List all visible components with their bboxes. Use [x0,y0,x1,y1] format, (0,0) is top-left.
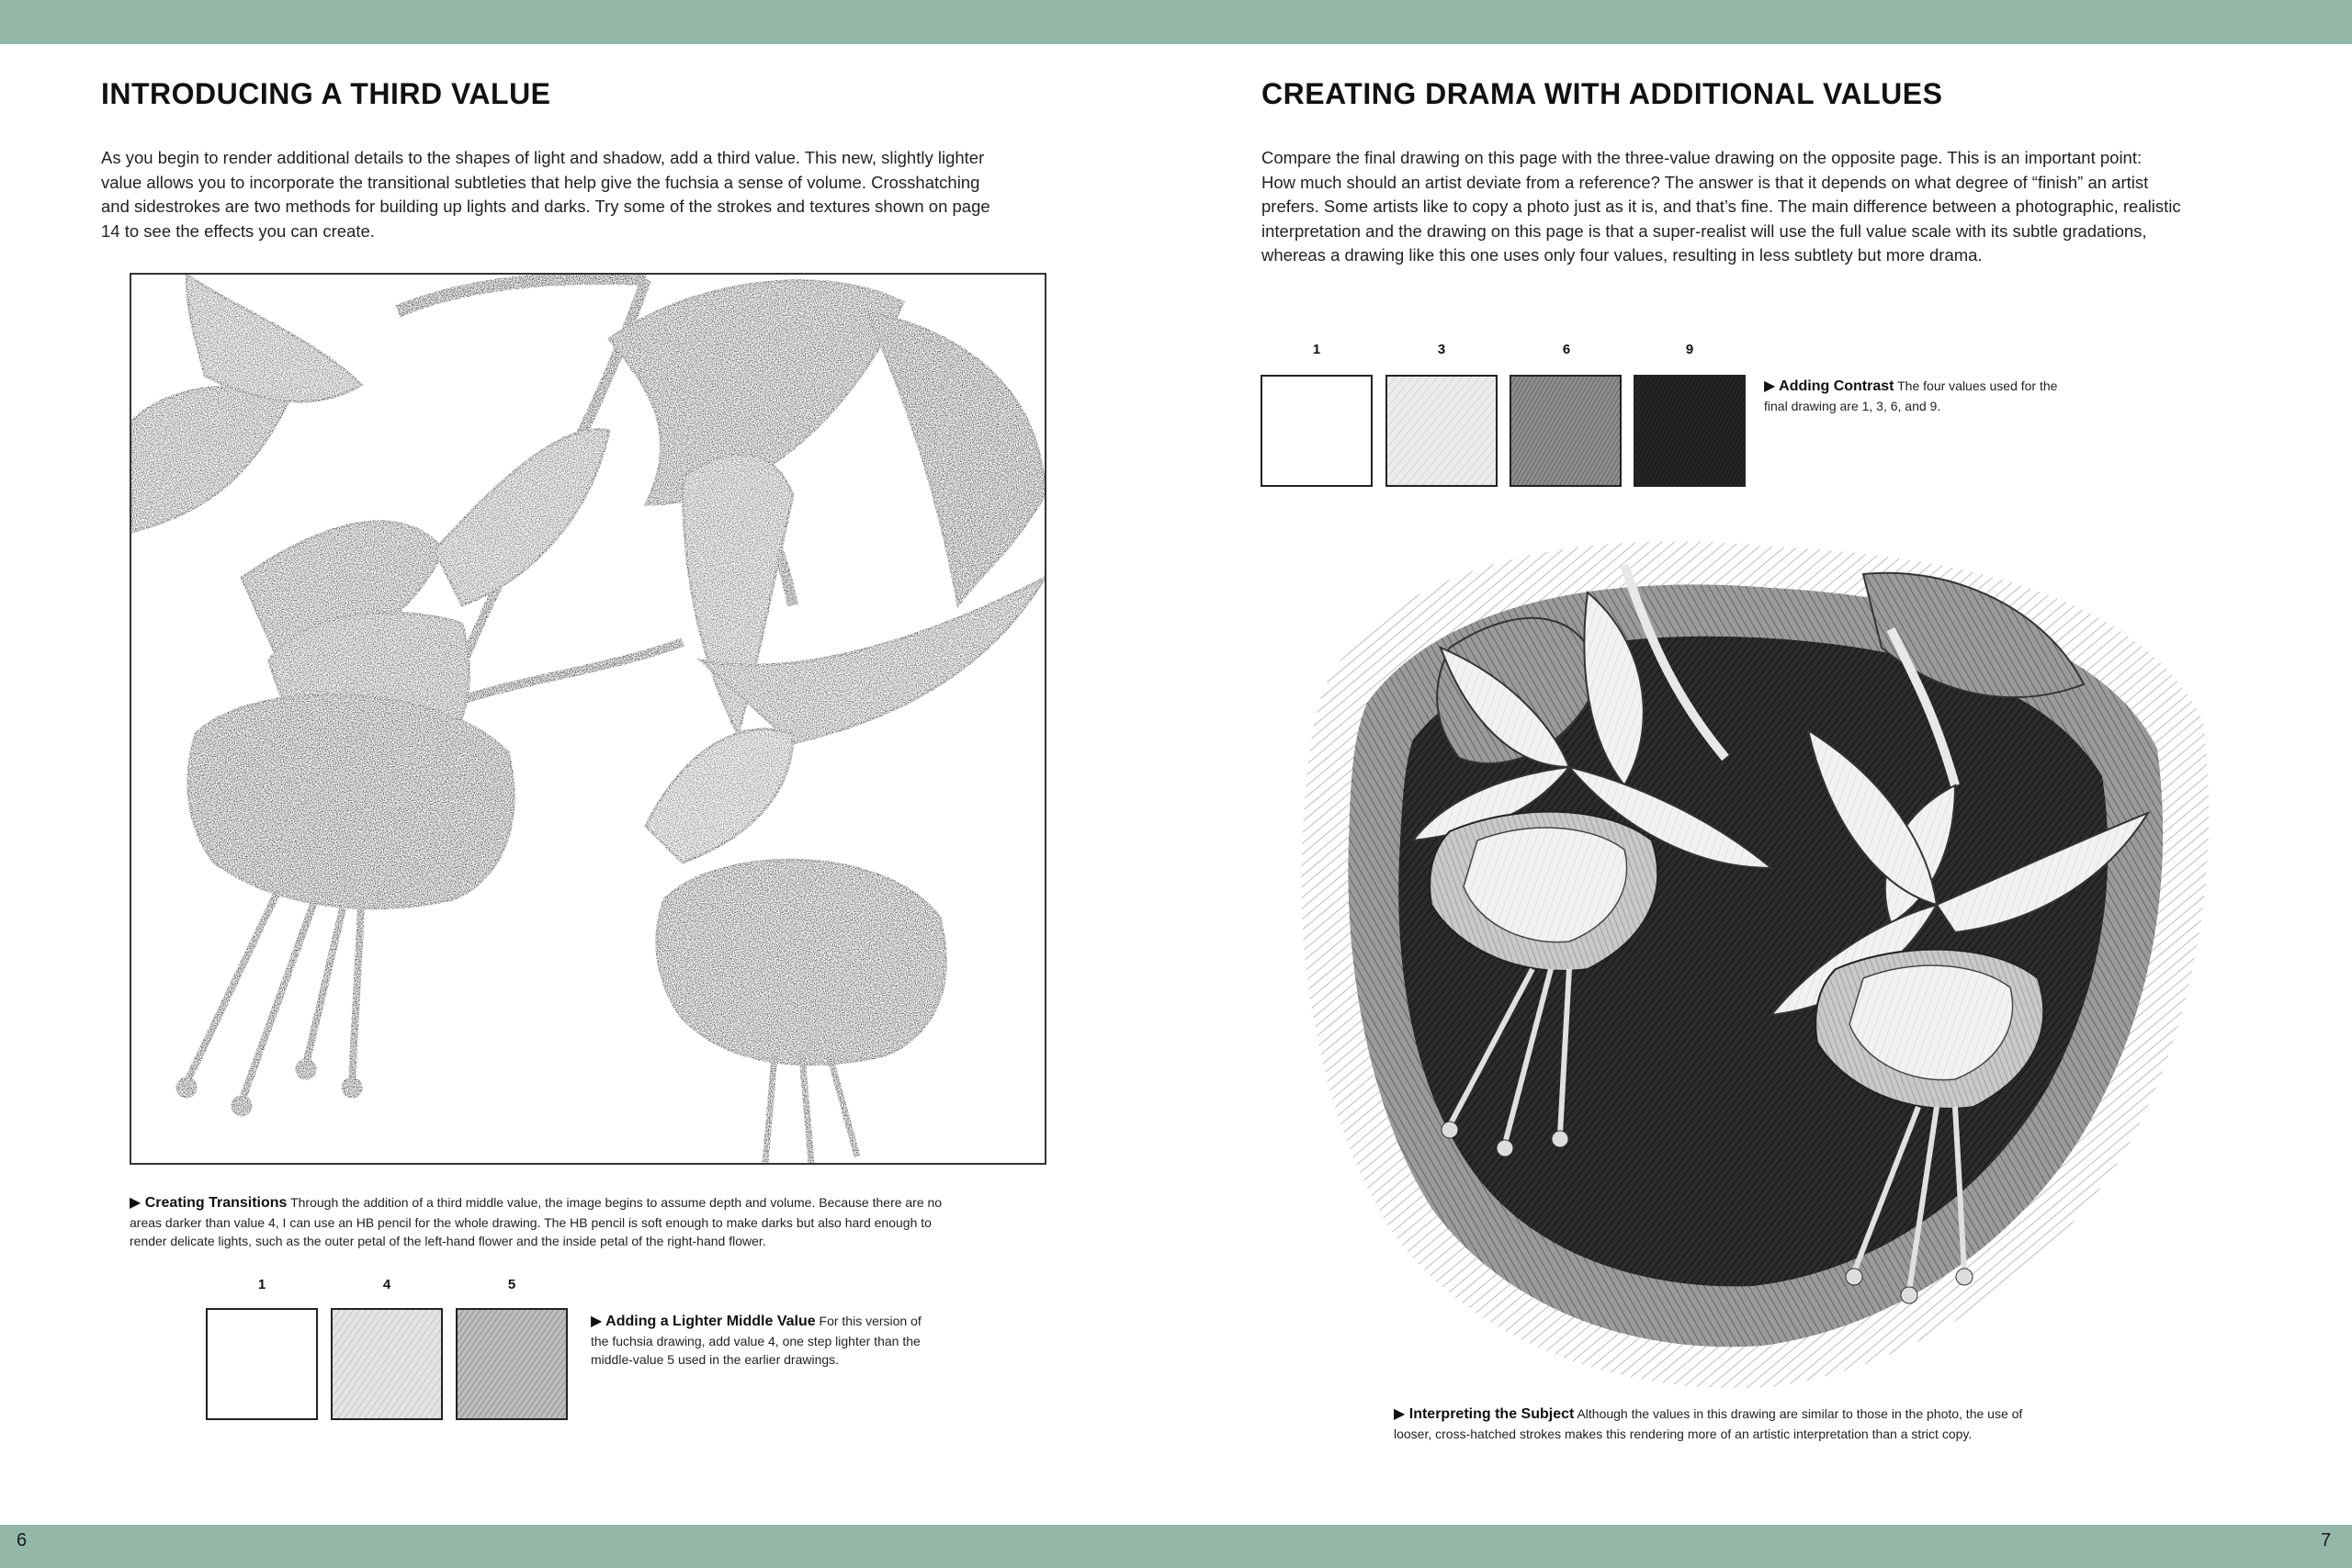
right-intro-line: Compare the final drawing on this page with the three-value drawing on the opposite page. This is an important point: [1261,148,2143,167]
right-intro-line: interpretation and the drawing on this page is that a super-realist will use the full value scale with its subtle gradations, [1261,220,2147,241]
right-intro-line: whereas a drawing like this one uses only four values, resulting in less subtlety but more drama. [1261,245,1983,265]
right-page-heading: CREATING DRAMA WITH ADDITIONAL VALUES [1261,77,1943,110]
value-swatch-1 [1261,375,1373,487]
value-swatch-4 [331,1308,443,1420]
left-intro-line: 14 to see the effects you can create. [101,220,375,241]
page-number-left: 6 [17,1530,28,1551]
caption-line: the fuchsia drawing, add value 4, one step lighter than the [591,1333,921,1348]
swatch-number: 6 [1562,342,1571,357]
caption-title: ▶ Adding a Lighter Middle Value [591,1314,816,1329]
value-swatch-3 [1385,375,1498,487]
right-intro-line: How much should an artist deviate from a reference? The answer is that it depends on what degree of “finish” an artist [1261,172,2149,192]
caption-line: For this version of [819,1314,922,1328]
page-number-right: 7 [2321,1530,2332,1551]
top-band [0,0,2352,44]
caption-line: render delicate lights, such as the outer petal of the left-hand flower and the inside petal of the right-hand flower. [130,1234,766,1248]
fuchsia-vignette-image [1294,537,2217,1392]
left-intro-line: value allows you to incorporate the transitional subtleties that help give the fuchsia a sense of volume. Crosshatching [101,172,980,192]
left-page-heading: INTRODUCING A THIRD VALUE [101,77,551,110]
caption-title: ▶ Creating Transitions [130,1195,288,1211]
swatch-number: 5 [507,1277,516,1292]
left-drawing-caption [130,1193,1067,1251]
caption-line: looser, cross-hatched strokes makes this rendering more of an artistic interpretation than a strict copy. [1394,1426,1973,1441]
four-value-fuchsia-drawing [1294,537,2217,1392]
caption-title: ▶ Interpreting the Subject [1394,1406,1575,1422]
left-swatch-caption [591,1312,995,1370]
caption-line: final drawing are 1, 3, 6, and 9. [1764,398,1941,413]
swatch-number: 3 [1437,342,1446,357]
swatch-number: 1 [1312,342,1321,357]
value-swatch-5 [456,1308,568,1420]
swatch-number: 1 [257,1277,266,1292]
right-drawing-caption [1394,1404,2221,1443]
left-intro-line: As you begin to render additional details to the shapes of light and shadow, add a third value. This new, slightly lighter [101,148,985,167]
fuchsia-sketch-image [131,275,1045,1163]
right-intro-line: prefers. Some artists like to copy a photo just as it is, and that’s fine. The main difference between a photographic, realistic [1261,197,2181,216]
three-value-fuchsia-drawing [130,273,1046,1165]
value-swatch-1 [206,1308,318,1420]
caption-line: areas darker than value 4, I can use an HB pencil for the whole drawing. The HB pencil is soft enough to make darks but also hard enough to [130,1214,932,1230]
right-intro-paragraph [1261,146,2181,268]
left-intro-paragraph [101,146,990,243]
value-swatch-9 [1634,375,1746,487]
caption-line: Although the values in this drawing are similar to those in the photo, the use of [1577,1406,2023,1421]
caption-line: middle-value 5 used in the earlier drawings. [591,1352,840,1367]
caption-title: ▶ Adding Contrast [1764,378,1894,394]
value-swatch-6 [1510,375,1622,487]
caption-line: Through the addition of a third middle value, the image begins to assume depth and volume. Because there are no [290,1195,943,1210]
swatch-number: 4 [382,1277,391,1292]
caption-line: The four values used for the [1897,378,2058,393]
right-swatch-caption [1764,377,2150,415]
bottom-band [0,1525,2352,1568]
swatch-number: 9 [1685,342,1694,357]
left-intro-line: and sidestrokes are two methods for building up lights and darks. Try some of the strokes and textures shown on page [101,197,990,216]
